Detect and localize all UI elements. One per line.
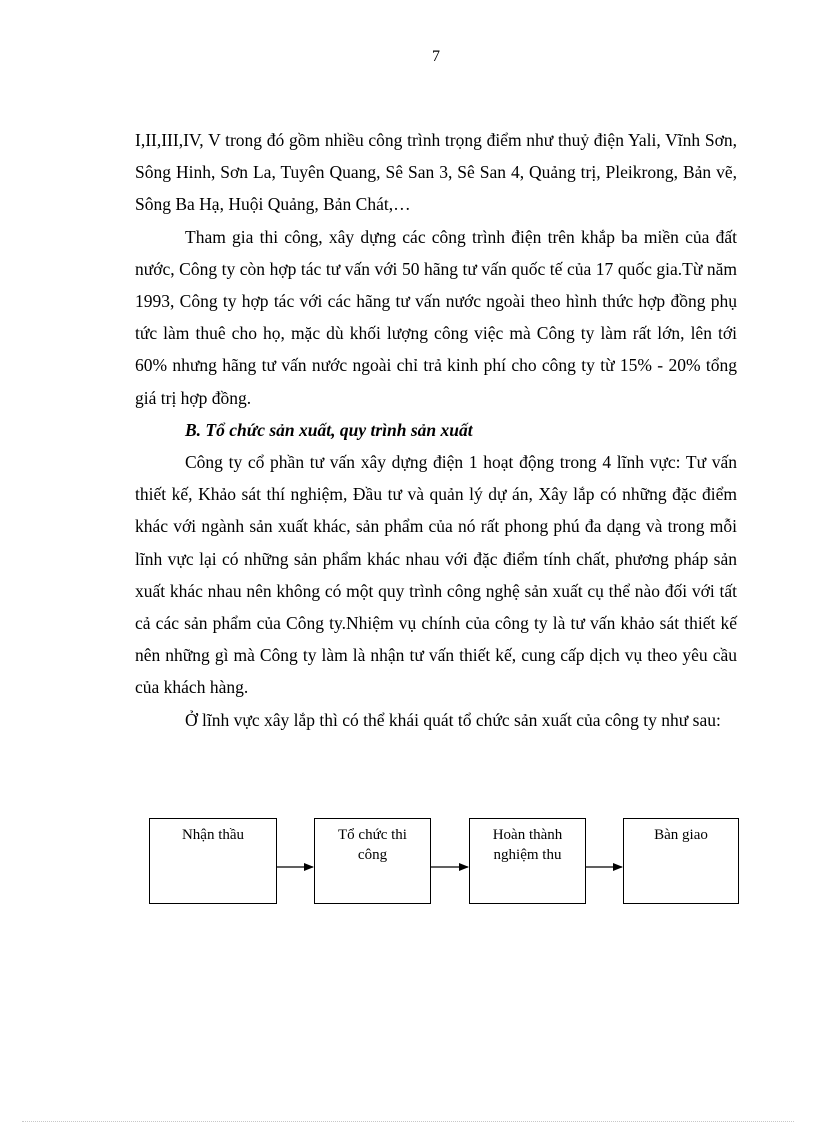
page-number: 7 [432, 48, 440, 65]
page-bottom-divider [22, 1121, 794, 1122]
flow-step-label-line2: công [357, 847, 388, 863]
flow-step-label: Nhận thầu [181, 827, 245, 843]
paragraph-construction-intro: Ở lĩnh vực xây lắp thì có thể khái quát tổ chức sản xuất của công ty như sau: [185, 709, 721, 730]
paragraph-cooperation: Tham gia thi công, xây dựng các công trình điện trên khắp ba miền của đất nước, Công ty còn hợp tác tư vấn với 50 hãng tư vấn quốc tế của 17 quốc gia.Từ năm 1993, Công ty hợp tác với các hãng tư vấn nước ngoài theo hình thức hợp đồng phụ tức làm thuê cho họ, mặc dù khối lượng công việc mà Công ty làm rất lớn, lên tới 60% nhưng hãng tư vấn nước ngoài chỉ trả kinh phí cho công ty từ 15% - 20% tổng giá trị hợp đồng. [135, 226, 737, 408]
paragraph-production-organization: Công ty cổ phần tư vấn xây dựng điện 1 hoạt động trong 4 lĩnh vực: Tư vấn thiết kế, Khảo sát thí nghiệm, Đầu tư và quản lý dự án, Xây lắp có những đặc điểm khác với ngành sản xuất khác, sản phẩm của nó rất phong phú đa dạng và trong mỗi lĩnh vực lại có những sản phẩm khác nhau với đặc điểm tính chất, phương pháp sản xuất khác nhau nên không có một quy trình công nghệ sản xuất cụ thể nào đối với tất cả các sản phẩm của Công ty.Nhiệm vụ chính của công ty là tư vấn khảo sát thiết kế nên những gì mà Công ty làm là nhận tư vấn thiết kế, cung cấp dịch vụ theo yêu cầu của khách hàng. [135, 452, 737, 698]
flow-step-label: Bàn giao [654, 827, 708, 843]
flow-step-label: Hoàn thành [492, 827, 563, 843]
section-heading: B. Tổ chức sản xuất, quy trình sản xuất [185, 419, 473, 440]
flow-step-label-line2: nghiệm thu [493, 847, 562, 863]
flow-step-label: Tổ chức thi [338, 827, 407, 843]
paragraph-project-list: I,II,III,IV, V trong đó gồm nhiều công trình trọng điểm như thuỷ điện Yali, Vĩnh Sơn, Sông Hinh, Sơn La, Tuyên Quang, Sê San 3, Sê San 4, Quảng trị, Pleikrong, Bản vẽ, Sông Ba Hạ, Huội Quảng, Bản Chát,… [135, 130, 737, 215]
